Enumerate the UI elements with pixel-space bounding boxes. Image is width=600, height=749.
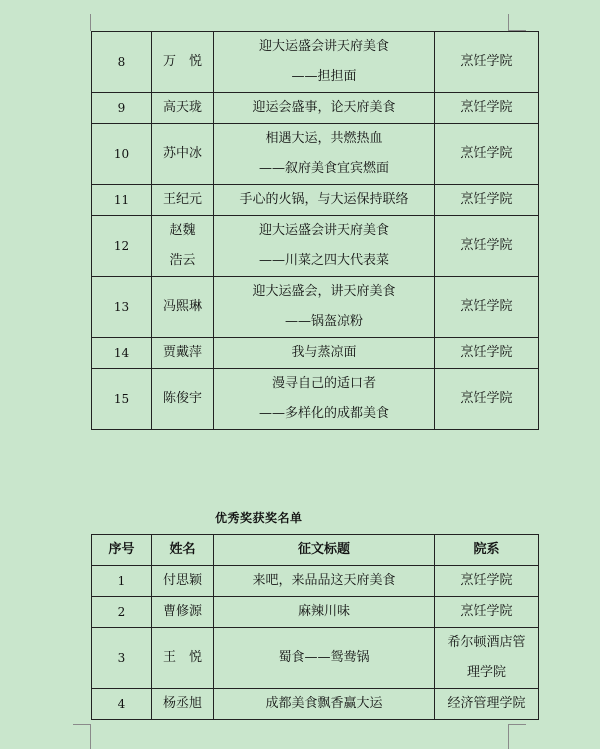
row-essay-title bbox=[214, 628, 435, 689]
row-name-line: 杨丞旭 bbox=[162, 696, 202, 711]
row-name bbox=[152, 338, 214, 369]
row-essay-title-line: 漫寻自己的适口者 bbox=[271, 376, 376, 391]
row-department: 烹饪学院 bbox=[435, 32, 539, 93]
row-department-line: 烹饪学院 bbox=[460, 604, 513, 619]
header-name: 姓名 bbox=[152, 535, 214, 566]
row-essay-title-line: ——多样化的成都美食 bbox=[258, 406, 389, 421]
row-serial-number: 14 bbox=[92, 338, 152, 369]
crop-mark-top-right-vertical bbox=[508, 14, 509, 31]
row-name bbox=[152, 597, 214, 628]
excellence-award-table-body bbox=[92, 566, 539, 720]
table-row bbox=[92, 32, 539, 93]
row-essay-title bbox=[214, 689, 435, 720]
table-row bbox=[92, 124, 539, 185]
row-essay-title-line: ——叙府美食宜宾燃面 bbox=[258, 161, 389, 176]
excellence-award-list-title: 优秀奖获奖名单 bbox=[215, 511, 303, 525]
awards-table-body bbox=[92, 32, 539, 430]
row-essay-title bbox=[214, 369, 435, 430]
awards-table-continued bbox=[91, 31, 539, 430]
row-name bbox=[152, 124, 214, 185]
row-serial-number: 11 bbox=[92, 185, 152, 216]
row-name-line: 浩云 bbox=[169, 253, 196, 268]
row-essay-title bbox=[214, 124, 435, 185]
row-name bbox=[152, 216, 214, 277]
row-essay-title bbox=[214, 597, 435, 628]
row-name-line: 苏中冰 bbox=[162, 146, 202, 161]
row-essay-title-line: 迎大运盛会讲天府美食 bbox=[258, 39, 389, 54]
row-essay-title bbox=[214, 566, 435, 597]
row-essay-title-line: 成都美食飘香赢大运 bbox=[265, 696, 383, 711]
crop-mark-top-left-vertical bbox=[90, 14, 91, 31]
row-essay-title-line: ——川菜之四大代表菜 bbox=[258, 253, 389, 268]
row-name-line: 万 悦 bbox=[162, 54, 202, 69]
row-name bbox=[152, 628, 214, 689]
row-essay-title-line: ——担担面 bbox=[291, 69, 357, 84]
row-department: 烹饪学院 bbox=[435, 124, 539, 185]
row-serial-number: 12 bbox=[92, 216, 152, 277]
table-row bbox=[92, 628, 539, 689]
table-row bbox=[92, 597, 539, 628]
header-department: 院系 bbox=[435, 535, 539, 566]
row-serial-number: 10 bbox=[92, 124, 152, 185]
row-essay-title bbox=[214, 32, 435, 93]
row-essay-title-line: 我与蒸凉面 bbox=[291, 345, 357, 360]
table-row bbox=[92, 689, 539, 720]
row-name-line: 曹修源 bbox=[162, 604, 202, 619]
crop-mark-bottom-left-horizontal bbox=[73, 724, 90, 725]
table-header-row bbox=[92, 535, 539, 566]
table-row bbox=[92, 216, 539, 277]
row-serial-number: 1 bbox=[92, 566, 152, 597]
row-name-line: 王纪元 bbox=[162, 192, 202, 207]
row-serial-number: 15 bbox=[92, 369, 152, 430]
row-name-line: 贾戴萍 bbox=[162, 345, 202, 360]
row-essay-title bbox=[214, 277, 435, 338]
row-essay-title bbox=[214, 338, 435, 369]
row-essay-title bbox=[214, 93, 435, 124]
excellence-award-table bbox=[91, 534, 539, 720]
crop-mark-bottom-right-horizontal bbox=[509, 724, 526, 725]
row-department-line: 烹饪学院 bbox=[460, 573, 513, 588]
row-essay-title bbox=[214, 216, 435, 277]
row-essay-title-line: 相遇大运，共燃热血 bbox=[265, 131, 383, 146]
row-essay-title bbox=[214, 185, 435, 216]
row-essay-title-line: 手心的火锅，与大运保持联络 bbox=[239, 192, 409, 207]
row-department bbox=[435, 566, 539, 597]
row-name-line: 陈俊宇 bbox=[162, 391, 202, 406]
row-essay-title-line: 迎大运盛会讲天府美食 bbox=[258, 223, 389, 238]
row-essay-title-line: 迎运会盛事，论天府美食 bbox=[252, 100, 396, 115]
row-department-line: 理学院 bbox=[466, 665, 506, 680]
row-serial-number: 4 bbox=[92, 689, 152, 720]
table-row bbox=[92, 566, 539, 597]
row-department: 烹饪学院 bbox=[435, 338, 539, 369]
row-name bbox=[152, 566, 214, 597]
row-essay-title-line: 来吧，来品品这天府美食 bbox=[252, 573, 396, 588]
row-department: 烹饪学院 bbox=[435, 277, 539, 338]
row-name bbox=[152, 32, 214, 93]
row-essay-title-line: 迎大运盛会，讲天府美食 bbox=[252, 284, 396, 299]
row-department bbox=[435, 597, 539, 628]
table-row bbox=[92, 93, 539, 124]
row-name-line: 高天珑 bbox=[162, 100, 202, 115]
row-department: 烹饪学院 bbox=[435, 216, 539, 277]
row-department: 烹饪学院 bbox=[435, 93, 539, 124]
row-department bbox=[435, 689, 539, 720]
table-row bbox=[92, 277, 539, 338]
row-name-line: 王 悦 bbox=[162, 650, 202, 665]
crop-mark-bottom-left-vertical bbox=[90, 724, 91, 749]
row-serial-number: 9 bbox=[92, 93, 152, 124]
header-serial-number: 序号 bbox=[92, 535, 152, 566]
row-name bbox=[152, 689, 214, 720]
row-name-line: 冯熙琳 bbox=[162, 299, 202, 314]
row-name bbox=[152, 93, 214, 124]
row-name-line: 付思颖 bbox=[162, 573, 202, 588]
row-name-line: 赵魏 bbox=[169, 223, 196, 238]
row-essay-title-line: 蜀食——鸳鸯锅 bbox=[278, 650, 370, 665]
row-name bbox=[152, 277, 214, 338]
row-department: 烹饪学院 bbox=[435, 185, 539, 216]
row-serial-number: 2 bbox=[92, 597, 152, 628]
row-essay-title-line: ——锅盔凉粉 bbox=[284, 314, 363, 329]
table-row bbox=[92, 185, 539, 216]
crop-mark-bottom-right-vertical bbox=[508, 724, 509, 749]
row-department-line: 希尔顿酒店管 bbox=[447, 635, 526, 650]
table-row bbox=[92, 338, 539, 369]
row-name bbox=[152, 369, 214, 430]
row-serial-number: 8 bbox=[92, 32, 152, 93]
row-name bbox=[152, 185, 214, 216]
row-department bbox=[435, 628, 539, 689]
table-row bbox=[92, 369, 539, 430]
row-department-line: 经济管理学院 bbox=[447, 696, 526, 711]
row-essay-title-line: 麻辣川味 bbox=[297, 604, 350, 619]
row-serial-number: 3 bbox=[92, 628, 152, 689]
row-serial-number: 13 bbox=[92, 277, 152, 338]
header-essay-title: 征文标题 bbox=[214, 535, 435, 566]
row-department: 烹饪学院 bbox=[435, 369, 539, 430]
